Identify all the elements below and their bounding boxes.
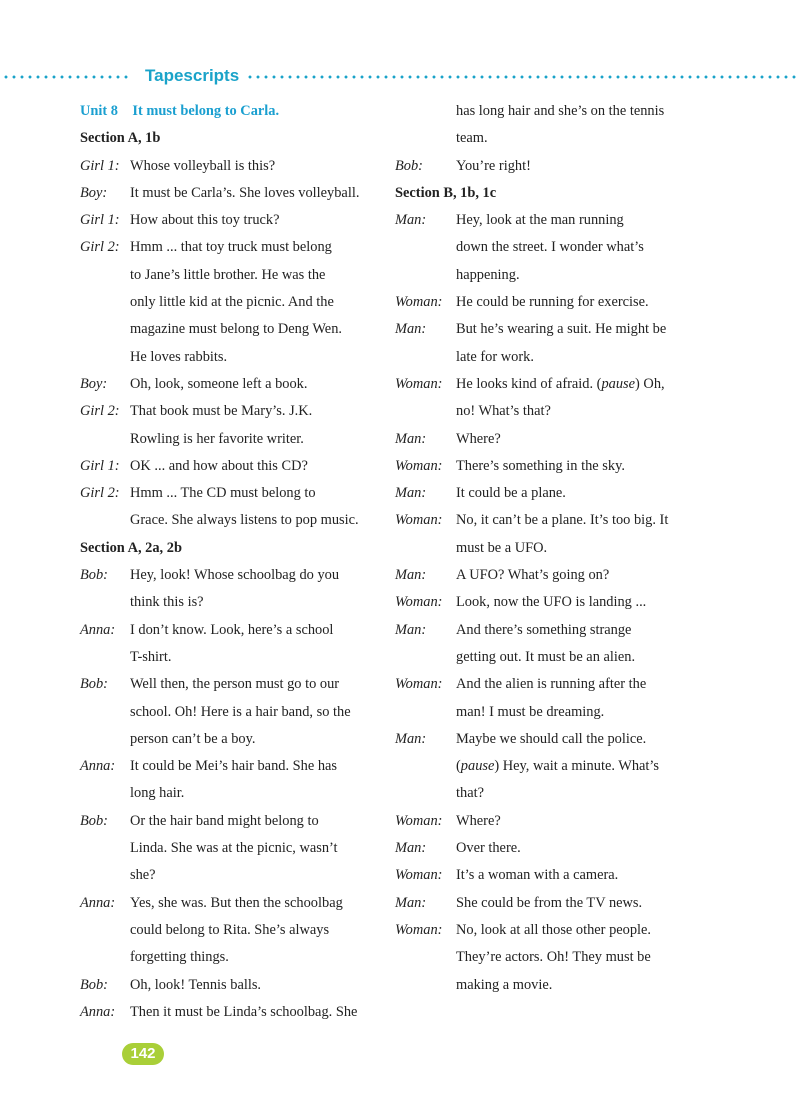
dialogue-continuation bbox=[80, 835, 380, 862]
speaker-label: Girl 1: bbox=[80, 212, 120, 229]
dialogue-text: magazine must belong to Deng Wen. bbox=[130, 321, 342, 338]
speaker-label: Man: bbox=[395, 567, 427, 584]
dialogue-line bbox=[80, 808, 380, 835]
dialogue-text: Oh, look! Tennis balls. bbox=[130, 976, 262, 993]
dialogue-text: It’s a woman with a camera. bbox=[456, 867, 619, 884]
dialogue-continuation bbox=[395, 972, 695, 999]
dialogue-text: down the street. I wonder what’s bbox=[456, 239, 644, 256]
right-column bbox=[395, 98, 695, 999]
tapescripts-header bbox=[0, 64, 800, 88]
speaker-label: Man: bbox=[395, 212, 427, 229]
speaker-label: Man: bbox=[395, 894, 427, 911]
section-heading: Section A, 2a, 2b bbox=[80, 539, 182, 556]
dialogue-line bbox=[80, 234, 380, 261]
speaker-label: Anna: bbox=[80, 1003, 116, 1020]
dialogue-text: to Jane’s little brother. He was the bbox=[130, 266, 326, 283]
speaker-label: Man: bbox=[395, 621, 427, 638]
speaker-label: Girl 2: bbox=[80, 403, 120, 420]
dialogue-text: forgetting things. bbox=[130, 949, 229, 966]
dialogue-line bbox=[80, 180, 380, 207]
dialogue-continuation bbox=[80, 944, 380, 971]
dialogue-continuation bbox=[80, 780, 380, 807]
section-row bbox=[395, 180, 695, 207]
dialogue-text: Where? bbox=[456, 430, 501, 447]
section-heading: Section A, 1b bbox=[80, 130, 161, 147]
dialogue-continuation bbox=[395, 98, 695, 125]
page-number-badge: 142 bbox=[122, 1043, 164, 1065]
dialogue-text: man! I must be dreaming. bbox=[456, 703, 605, 720]
header-dotted-rule-right bbox=[246, 75, 798, 79]
dialogue-text: Grace. She always listens to pop music. bbox=[130, 512, 359, 529]
dialogue-text: must be a UFO. bbox=[456, 539, 548, 556]
dialogue-line bbox=[395, 371, 695, 398]
dialogue-continuation bbox=[395, 398, 695, 425]
dialogue-line bbox=[395, 562, 695, 589]
speaker-label: Anna: bbox=[80, 758, 116, 775]
speaker-label: Woman: bbox=[395, 812, 443, 829]
dialogue-line bbox=[395, 426, 695, 453]
speaker-label: Girl 1: bbox=[80, 457, 120, 474]
dialogue-line bbox=[80, 207, 380, 234]
speaker-label: Woman: bbox=[395, 457, 443, 474]
dialogue-text: She could be from the TV news. bbox=[456, 894, 643, 911]
dialogue-text: No, look at all those other people. bbox=[456, 921, 652, 938]
speaker-label: Woman: bbox=[395, 294, 443, 311]
dialogue-text: He could be running for exercise. bbox=[456, 294, 649, 311]
dialogue-text: There’s something in the sky. bbox=[456, 457, 625, 474]
speaker-label: Bob: bbox=[80, 812, 108, 829]
dialogue-text: Oh, look, someone left a book. bbox=[130, 375, 308, 392]
unit-row bbox=[80, 98, 380, 125]
dialogue-text: Rowling is her favorite writer. bbox=[130, 430, 304, 447]
speaker-label: Woman: bbox=[395, 512, 443, 529]
speaker-label: Girl 2: bbox=[80, 239, 120, 256]
dialogue-text: she? bbox=[130, 867, 156, 884]
dialogue-text: no! What’s that? bbox=[456, 403, 551, 420]
speaker-label: Bob: bbox=[80, 976, 108, 993]
dialogue-line bbox=[395, 671, 695, 698]
dialogue-continuation bbox=[80, 862, 380, 889]
dialogue-line bbox=[80, 398, 380, 425]
speaker-label: Bob: bbox=[80, 676, 108, 693]
dialogue-text: school. Oh! Here is a hair band, so the bbox=[130, 703, 351, 720]
dialogue-text: They’re actors. Oh! They must be bbox=[456, 949, 651, 966]
dialogue-continuation bbox=[395, 699, 695, 726]
dialogue-text: Whose volleyball is this? bbox=[130, 157, 276, 174]
dialogue-line bbox=[395, 890, 695, 917]
dialogue-continuation bbox=[395, 780, 695, 807]
dialogue-line bbox=[395, 316, 695, 343]
speaker-label: Man: bbox=[395, 730, 427, 747]
section-heading: Section B, 1b, 1c bbox=[395, 184, 497, 201]
header-dotted-rule-left bbox=[2, 75, 132, 79]
dialogue-text: Then it must be Linda’s schoolbag. She bbox=[130, 1003, 358, 1020]
dialogue-text: could belong to Rita. She’s always bbox=[130, 921, 330, 938]
dialogue-text: And the alien is running after the bbox=[456, 676, 647, 693]
dialogue-text: But he’s wearing a suit. He might be bbox=[456, 321, 667, 338]
dialogue-line bbox=[395, 153, 695, 180]
dialogue-line bbox=[80, 753, 380, 780]
speaker-label: Woman: bbox=[395, 676, 443, 693]
dialogue-line bbox=[395, 835, 695, 862]
dialogue-text: Look, now the UFO is landing ... bbox=[456, 594, 647, 611]
dialogue-line bbox=[80, 890, 380, 917]
section-row bbox=[80, 535, 380, 562]
dialogue-text: You’re right! bbox=[456, 157, 531, 174]
dialogue-text: Hmm ... that toy truck must belong bbox=[130, 239, 332, 256]
dialogue-text: that? bbox=[456, 785, 484, 802]
dialogue-text: long hair. bbox=[130, 785, 185, 802]
dialogue-text: No, it can’t be a plane. It’s too big. It bbox=[456, 512, 669, 529]
dialogue-line bbox=[395, 808, 695, 835]
dialogue-continuation bbox=[395, 753, 695, 780]
dialogue-text: It must be Carla’s. She loves volleyball. bbox=[130, 184, 360, 201]
dialogue-text: He loves rabbits. bbox=[130, 348, 228, 365]
speaker-label: Boy: bbox=[80, 375, 108, 392]
dialogue-continuation bbox=[395, 234, 695, 261]
dialogue-line bbox=[80, 153, 380, 180]
dialogue-line bbox=[80, 671, 380, 698]
dialogue-line bbox=[395, 589, 695, 616]
dialogue-text: Hey, look! Whose schoolbag do you bbox=[130, 567, 340, 584]
speaker-label: Man: bbox=[395, 840, 427, 857]
dialogue-text: He looks kind of afraid. (pause) Oh, bbox=[456, 375, 665, 392]
dialogue-text: Or the hair band might belong to bbox=[130, 812, 319, 829]
dialogue-text: Where? bbox=[456, 812, 501, 829]
dialogue-line bbox=[80, 371, 380, 398]
dialogue-continuation bbox=[395, 944, 695, 971]
dialogue-line bbox=[395, 862, 695, 889]
dialogue-text: Yes, she was. But then the schoolbag bbox=[130, 894, 343, 911]
dialogue-text: It could be a plane. bbox=[456, 485, 566, 502]
dialogue-continuation bbox=[80, 699, 380, 726]
unit-title: Unit 8 It must belong to Carla. bbox=[80, 103, 280, 119]
dialogue-text: Hey, look at the man running bbox=[456, 212, 624, 229]
dialogue-continuation bbox=[395, 535, 695, 562]
dialogue-text: It could be Mei’s hair band. She has bbox=[130, 758, 338, 775]
dialogue-text: only little kid at the picnic. And the bbox=[130, 294, 334, 311]
dialogue-continuation bbox=[80, 262, 380, 289]
dialogue-continuation bbox=[80, 426, 380, 453]
dialogue-text: I don’t know. Look, here’s a school bbox=[130, 621, 334, 638]
dialogue-line bbox=[395, 480, 695, 507]
speaker-label: Bob: bbox=[395, 157, 423, 174]
dialogue-text: Hmm ... The CD must belong to bbox=[130, 485, 316, 502]
dialogue-line bbox=[80, 999, 380, 1026]
dialogue-text: Linda. She was at the picnic, wasn’t bbox=[130, 840, 338, 857]
dialogue-text: And there’s something strange bbox=[456, 621, 632, 638]
left-column bbox=[80, 98, 380, 1026]
speaker-label: Woman: bbox=[395, 375, 443, 392]
dialogue-continuation bbox=[395, 262, 695, 289]
speaker-label: Woman: bbox=[395, 867, 443, 884]
dialogue-line bbox=[80, 480, 380, 507]
header-title: Tapescripts bbox=[145, 66, 240, 85]
dialogue-continuation bbox=[80, 644, 380, 671]
dialogue-continuation bbox=[80, 589, 380, 616]
dialogue-text: How about this toy truck? bbox=[130, 212, 280, 229]
dialogue-text: T-shirt. bbox=[130, 648, 172, 665]
dialogue-continuation bbox=[80, 726, 380, 753]
dialogue-text: person can’t be a boy. bbox=[130, 730, 256, 747]
dialogue-text: making a movie. bbox=[456, 976, 553, 993]
dialogue-line bbox=[395, 453, 695, 480]
section-row bbox=[80, 125, 380, 152]
dialogue-text: OK ... and how about this CD? bbox=[130, 457, 308, 474]
dialogue-continuation bbox=[80, 316, 380, 343]
dialogue-continuation bbox=[395, 125, 695, 152]
speaker-label: Girl 1: bbox=[80, 157, 120, 174]
dialogue-continuation bbox=[395, 344, 695, 371]
dialogue-text: (pause) Hey, wait a minute. What’s bbox=[456, 758, 660, 775]
dialogue-text: happening. bbox=[456, 266, 520, 283]
dialogue-text: A UFO? What’s going on? bbox=[456, 567, 610, 584]
speaker-label: Woman: bbox=[395, 594, 443, 611]
dialogue-continuation bbox=[80, 344, 380, 371]
dialogue-continuation bbox=[395, 644, 695, 671]
dialogue-text: team. bbox=[456, 130, 488, 147]
speaker-label: Anna: bbox=[80, 894, 116, 911]
dialogue-continuation bbox=[80, 917, 380, 944]
dialogue-line bbox=[80, 617, 380, 644]
speaker-label: Man: bbox=[395, 430, 427, 447]
dialogue-text: Well then, the person must go to our bbox=[130, 676, 340, 693]
speaker-label: Girl 2: bbox=[80, 485, 120, 502]
speaker-label: Woman: bbox=[395, 921, 443, 938]
dialogue-text: getting out. It must be an alien. bbox=[456, 648, 636, 665]
dialogue-text: think this is? bbox=[130, 594, 204, 611]
speaker-label: Man: bbox=[395, 321, 427, 338]
dialogue-line bbox=[395, 507, 695, 534]
dialogue-continuation bbox=[80, 289, 380, 316]
dialogue-line bbox=[80, 972, 380, 999]
dialogue-text: Maybe we should call the police. bbox=[456, 730, 647, 747]
dialogue-text: has long hair and she’s on the tennis bbox=[456, 103, 665, 119]
dialogue-text: late for work. bbox=[456, 348, 534, 365]
speaker-label: Man: bbox=[395, 485, 427, 502]
dialogue-line bbox=[395, 207, 695, 234]
dialogue-line bbox=[395, 617, 695, 644]
speaker-label: Anna: bbox=[80, 621, 116, 638]
dialogue-line bbox=[80, 562, 380, 589]
dialogue-text: Over there. bbox=[456, 840, 521, 857]
dialogue-continuation bbox=[80, 507, 380, 534]
speaker-label: Bob: bbox=[80, 567, 108, 584]
dialogue-line bbox=[395, 726, 695, 753]
dialogue-text: That book must be Mary’s. J.K. bbox=[130, 403, 313, 420]
dialogue-line bbox=[395, 917, 695, 944]
speaker-label: Boy: bbox=[80, 184, 108, 201]
dialogue-line bbox=[80, 453, 380, 480]
dialogue-line bbox=[395, 289, 695, 316]
